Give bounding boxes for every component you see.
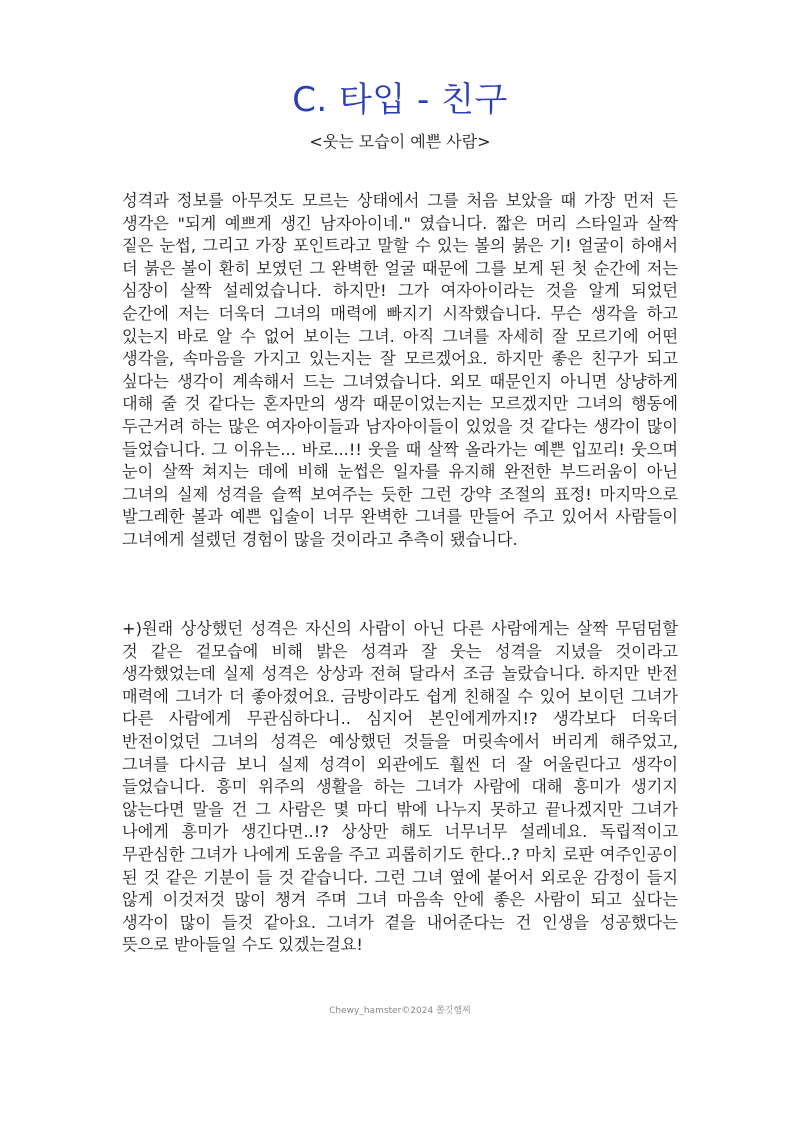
page-subtitle: <웃는 모습이 예쁜 사람> [309, 132, 491, 151]
copyright-footer: Chewy_hamster©2024 쫄깃햄찌 [329, 1006, 471, 1016]
body-paragraph-1: 성격과 정보를 아무것도 모르는 상태에서 그를 처음 보았을 때 가장 먼저 든 생각은 "되게 예쁘게 생긴 남자아이네." 였습니다. 짧은 머리 스타일과 살짝 짙은 눈썹, 그리고 가장 포인트라고 말할 수 있는 볼의 붉은 기! 얼굴이 하얘서 더 붉은 볼이 환히 보였던 그 완벽한 얼굴 때문에 그를 보게 된 첫 순간에 저는 심장이 살짝 설레었습니다. 하지만! 그가 여자아이라는 것을 알게 되었던 순간에 저는 더욱더 그녀의 매력에 빠지기 시작했습니다. 무슨 생각을 하고 있는지 바로 알 수 없어 보이는 그녀. 아직 그녀를 자세히 잘 모르기에 어떤 생각을, 속마음을 가지고 있는지는 잘 모르겠어요. 하지만 좋은 친구가 되고 싶다는 생각이 계속해서 드는 그녀였습니다. 외모 때문인지 아니면 상냥하게 대해 줄 것 같다는 혼자만의 생각 때문이었는지는 모르겠지만 그녀의 행동에 두근거려 하는 많은 여자아이들과 남자아이들이 있었을 것 같다는 생각이 많이 들었습니다. 그 이유는... 바로...!! 웃을 때 살짝 올라가는 예쁜 입꼬리! 웃으며 눈이 살짝 쳐지는 데에 비해 눈썹은 일자를 유지해 완전한 부드러움이 아닌 그녀의 실제 성격을 슬쩍 보여주는 듯한 그런 강약 조절의 표정! 마지막으로 발그레한 볼과 예쁜 입술이 너무 완벽한 그녀를 만들어 주고 있어서 사람들이 그녀에게 설렜던 경험이 많을 것이라고 추측이 됐습니다. [122, 191, 678, 549]
page-title: C. 타입 - 친구 [292, 80, 508, 120]
body-paragraph-2: +)원래 상상했던 성격은 자신의 사람이 아닌 다른 사람에게는 살짝 무덤덤할 것 같은 겉모습에 비해 밝은 성격과 잘 웃는 성격을 지녔을 것이라고 생각했었는데 실제 성격은 상상과 전혀 달라서 조금 놀랐습니다. 하지만 반전 매력에 그녀가 더 좋아졌어요. 금방이라도 쉽게 친해질 수 있어 보이던 그녀가 다른 사람에게 무관심하다니.. 심지어 본인에게까지!? 생각보다 더욱더 반전이었던 그녀의 성격은 예상했던 것들을 머릿속에서 버리게 해주었고, 그녀를 다시금 보니 실제 성격이 외관에도 훨씬 더 잘 어울린다고 생각이 들었습니다. 흥미 위주의 생활을 하는 그녀가 사람에 대해 흥미가 생기지 않는다면 말을 건 그 사람은 몇 마디 밖에 나누지 못하고 끝나겠지만 그녀가 나에게 흥미가 생긴다면..!? 상상만 해도 너무너무 설레네요. 독립적이고 무관심한 그녀가 나에게 도움을 주고 괴롭히기도 한다..? 마치 로판 여주인공이 된 것 같은 기분이 들 것 같습니다. 그런 그녀 옆에 붙어서 외로운 감정이 들지 않게 이것저것 많이 챙겨 주며 그녀 마음속 안에 좋은 사람이 되고 싶다는 생각이 많이 들것 같아요. 그녀가 곁을 내어준다는 건 인생을 성공했다는 뜻으로 받아들일 수도 있겠는걸요! [122, 619, 678, 955]
